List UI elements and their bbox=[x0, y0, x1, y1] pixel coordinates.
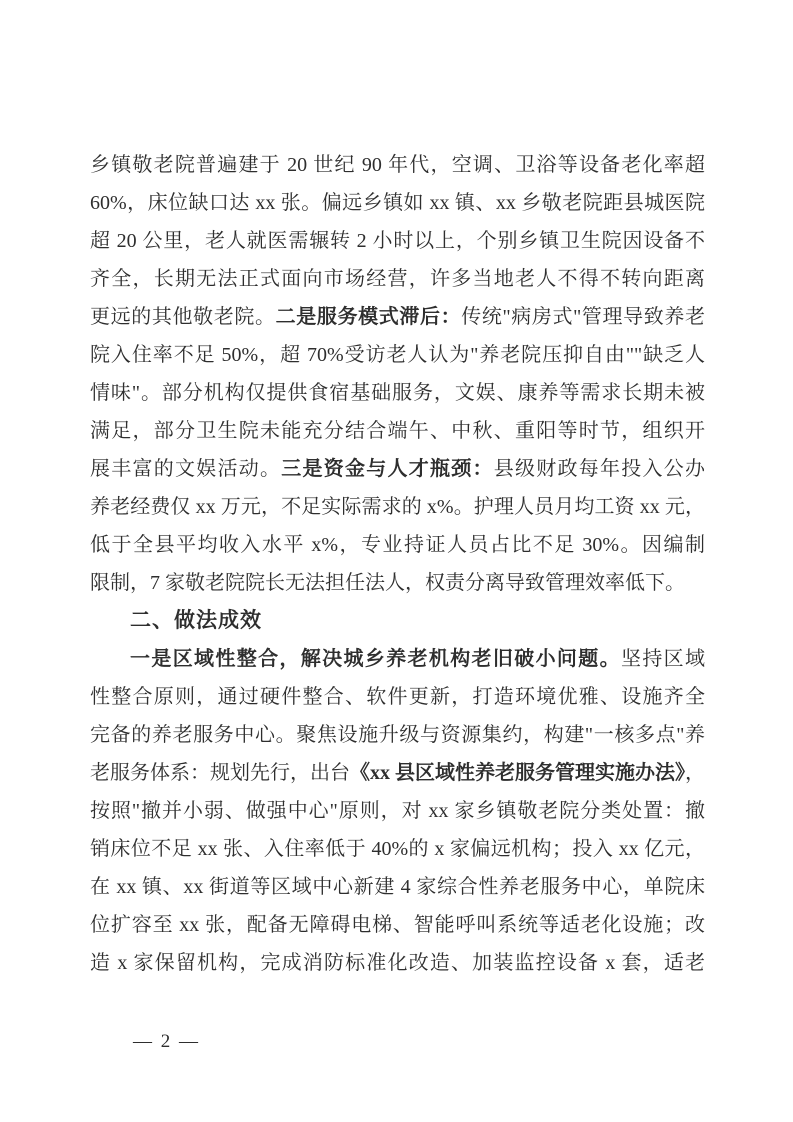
text-segment: 情味"。部分机构仅提供食宿基础服务，文娱、康养等需求长期未被 bbox=[90, 382, 705, 404]
body-text-line bbox=[90, 830, 705, 868]
body-text-line bbox=[90, 906, 705, 944]
emphasis-text: 二、做法成效 bbox=[130, 609, 262, 632]
body-text-line bbox=[90, 716, 705, 754]
body-text-line bbox=[90, 792, 705, 830]
body-text-line bbox=[90, 374, 705, 412]
body-text-line bbox=[90, 222, 705, 260]
text-segment: 展丰富的文娱活动。 bbox=[90, 458, 282, 480]
body-text-line bbox=[90, 944, 705, 982]
emphasis-text: 《xx 县区域性养老服务管理实施办法》 bbox=[350, 762, 685, 784]
page-number: — 2 — bbox=[133, 1031, 200, 1052]
text-segment: 低于全县平均收入水平 x%，专业持证人员占比不足 30%。因编制 bbox=[90, 534, 705, 556]
body-text-line bbox=[90, 754, 705, 792]
text-segment: 销床位不足 xx 张、入住率低于 40%的 x 家偏远机构；投入 xx 亿元， bbox=[90, 838, 705, 860]
body-text-line bbox=[90, 450, 705, 488]
text-segment: 在 xx 镇、xx 街道等区域中心新建 4 家综合性养老服务中心，单院床 bbox=[90, 876, 705, 898]
body-text-line bbox=[90, 640, 705, 678]
body-text-line bbox=[90, 868, 705, 906]
text-segment: 超 20 公里，老人就医需辗转 2 小时以上，个别乡镇卫生院因设备不 bbox=[90, 230, 705, 252]
text-segment: 传统"病房式"管理导致养老 bbox=[461, 306, 706, 328]
text-segment: 完备的养老服务中心。聚焦设施升级与资源集约，构建"一核多点"养 bbox=[90, 724, 705, 746]
body-text-line bbox=[90, 298, 705, 336]
body-text-line bbox=[90, 146, 705, 184]
body-text-line bbox=[90, 678, 705, 716]
text-segment: ， bbox=[685, 762, 705, 784]
section-heading bbox=[90, 602, 705, 640]
text-segment: 造 x 家保留机构，完成消防标准化改造、加装监控设备 x 套，适老 bbox=[90, 952, 705, 974]
emphasis-text: 三是资金与人才瓶颈： bbox=[281, 458, 494, 480]
text-segment: 坚持区域 bbox=[620, 648, 706, 670]
text-segment: 齐全，长期无法正式面向市场经营，许多当地老人不得不转向距离 bbox=[90, 268, 705, 290]
emphasis-text: 一是区域性整合，解决城乡养老机构老旧破小问题。 bbox=[130, 648, 621, 670]
text-segment: 60%，床位缺口达 xx 张。偏远乡镇如 xx 镇、xx 乡敬老院距县城医院 bbox=[90, 192, 705, 214]
text-segment: 县级财政每年投入公办 bbox=[493, 458, 705, 480]
text-segment: 性整合原则，通过硬件整合、软件更新，打造环境优雅、设施齐全 bbox=[90, 686, 705, 708]
body-text-line bbox=[90, 260, 705, 298]
text-segment: 按照"撤并小弱、做强中心"原则，对 xx 家乡镇敬老院分类处置：撤 bbox=[90, 800, 705, 822]
text-segment: 更远的其他敬老院。 bbox=[90, 306, 276, 328]
text-segment: 老服务体系：规划先行，出台 bbox=[90, 762, 350, 784]
body-text-line bbox=[90, 488, 705, 526]
body-text-line bbox=[90, 412, 705, 450]
text-segment: 乡镇敬老院普遍建于 20 世纪 90 年代，空调、卫浴等设备老化率超 bbox=[90, 154, 705, 176]
text-segment: 养老经费仅 xx 万元，不足实际需求的 x%。护理人员月均工资 xx 元， bbox=[90, 496, 705, 518]
text-segment: 满足，部分卫生院未能充分结合端午、中秋、重阳等时节，组织开 bbox=[90, 420, 705, 442]
emphasis-text: 二是服务模式滞后： bbox=[275, 306, 462, 328]
body-text-line bbox=[90, 336, 705, 374]
body-text-line bbox=[90, 564, 705, 602]
text-segment: 限制，7 家敬老院院长无法担任法人，权责分离导致管理效率低下。 bbox=[90, 572, 685, 594]
body-text-line bbox=[90, 184, 705, 222]
body-text-line bbox=[90, 526, 705, 564]
text-segment: 院入住率不足 50%，超 70%受访老人认为"养老院压抑自由""缺乏人 bbox=[90, 344, 705, 366]
text-segment: 位扩容至 xx 张，配备无障碍电梯、智能呼叫系统等适老化设施；改 bbox=[90, 914, 705, 936]
document-body bbox=[90, 146, 705, 982]
